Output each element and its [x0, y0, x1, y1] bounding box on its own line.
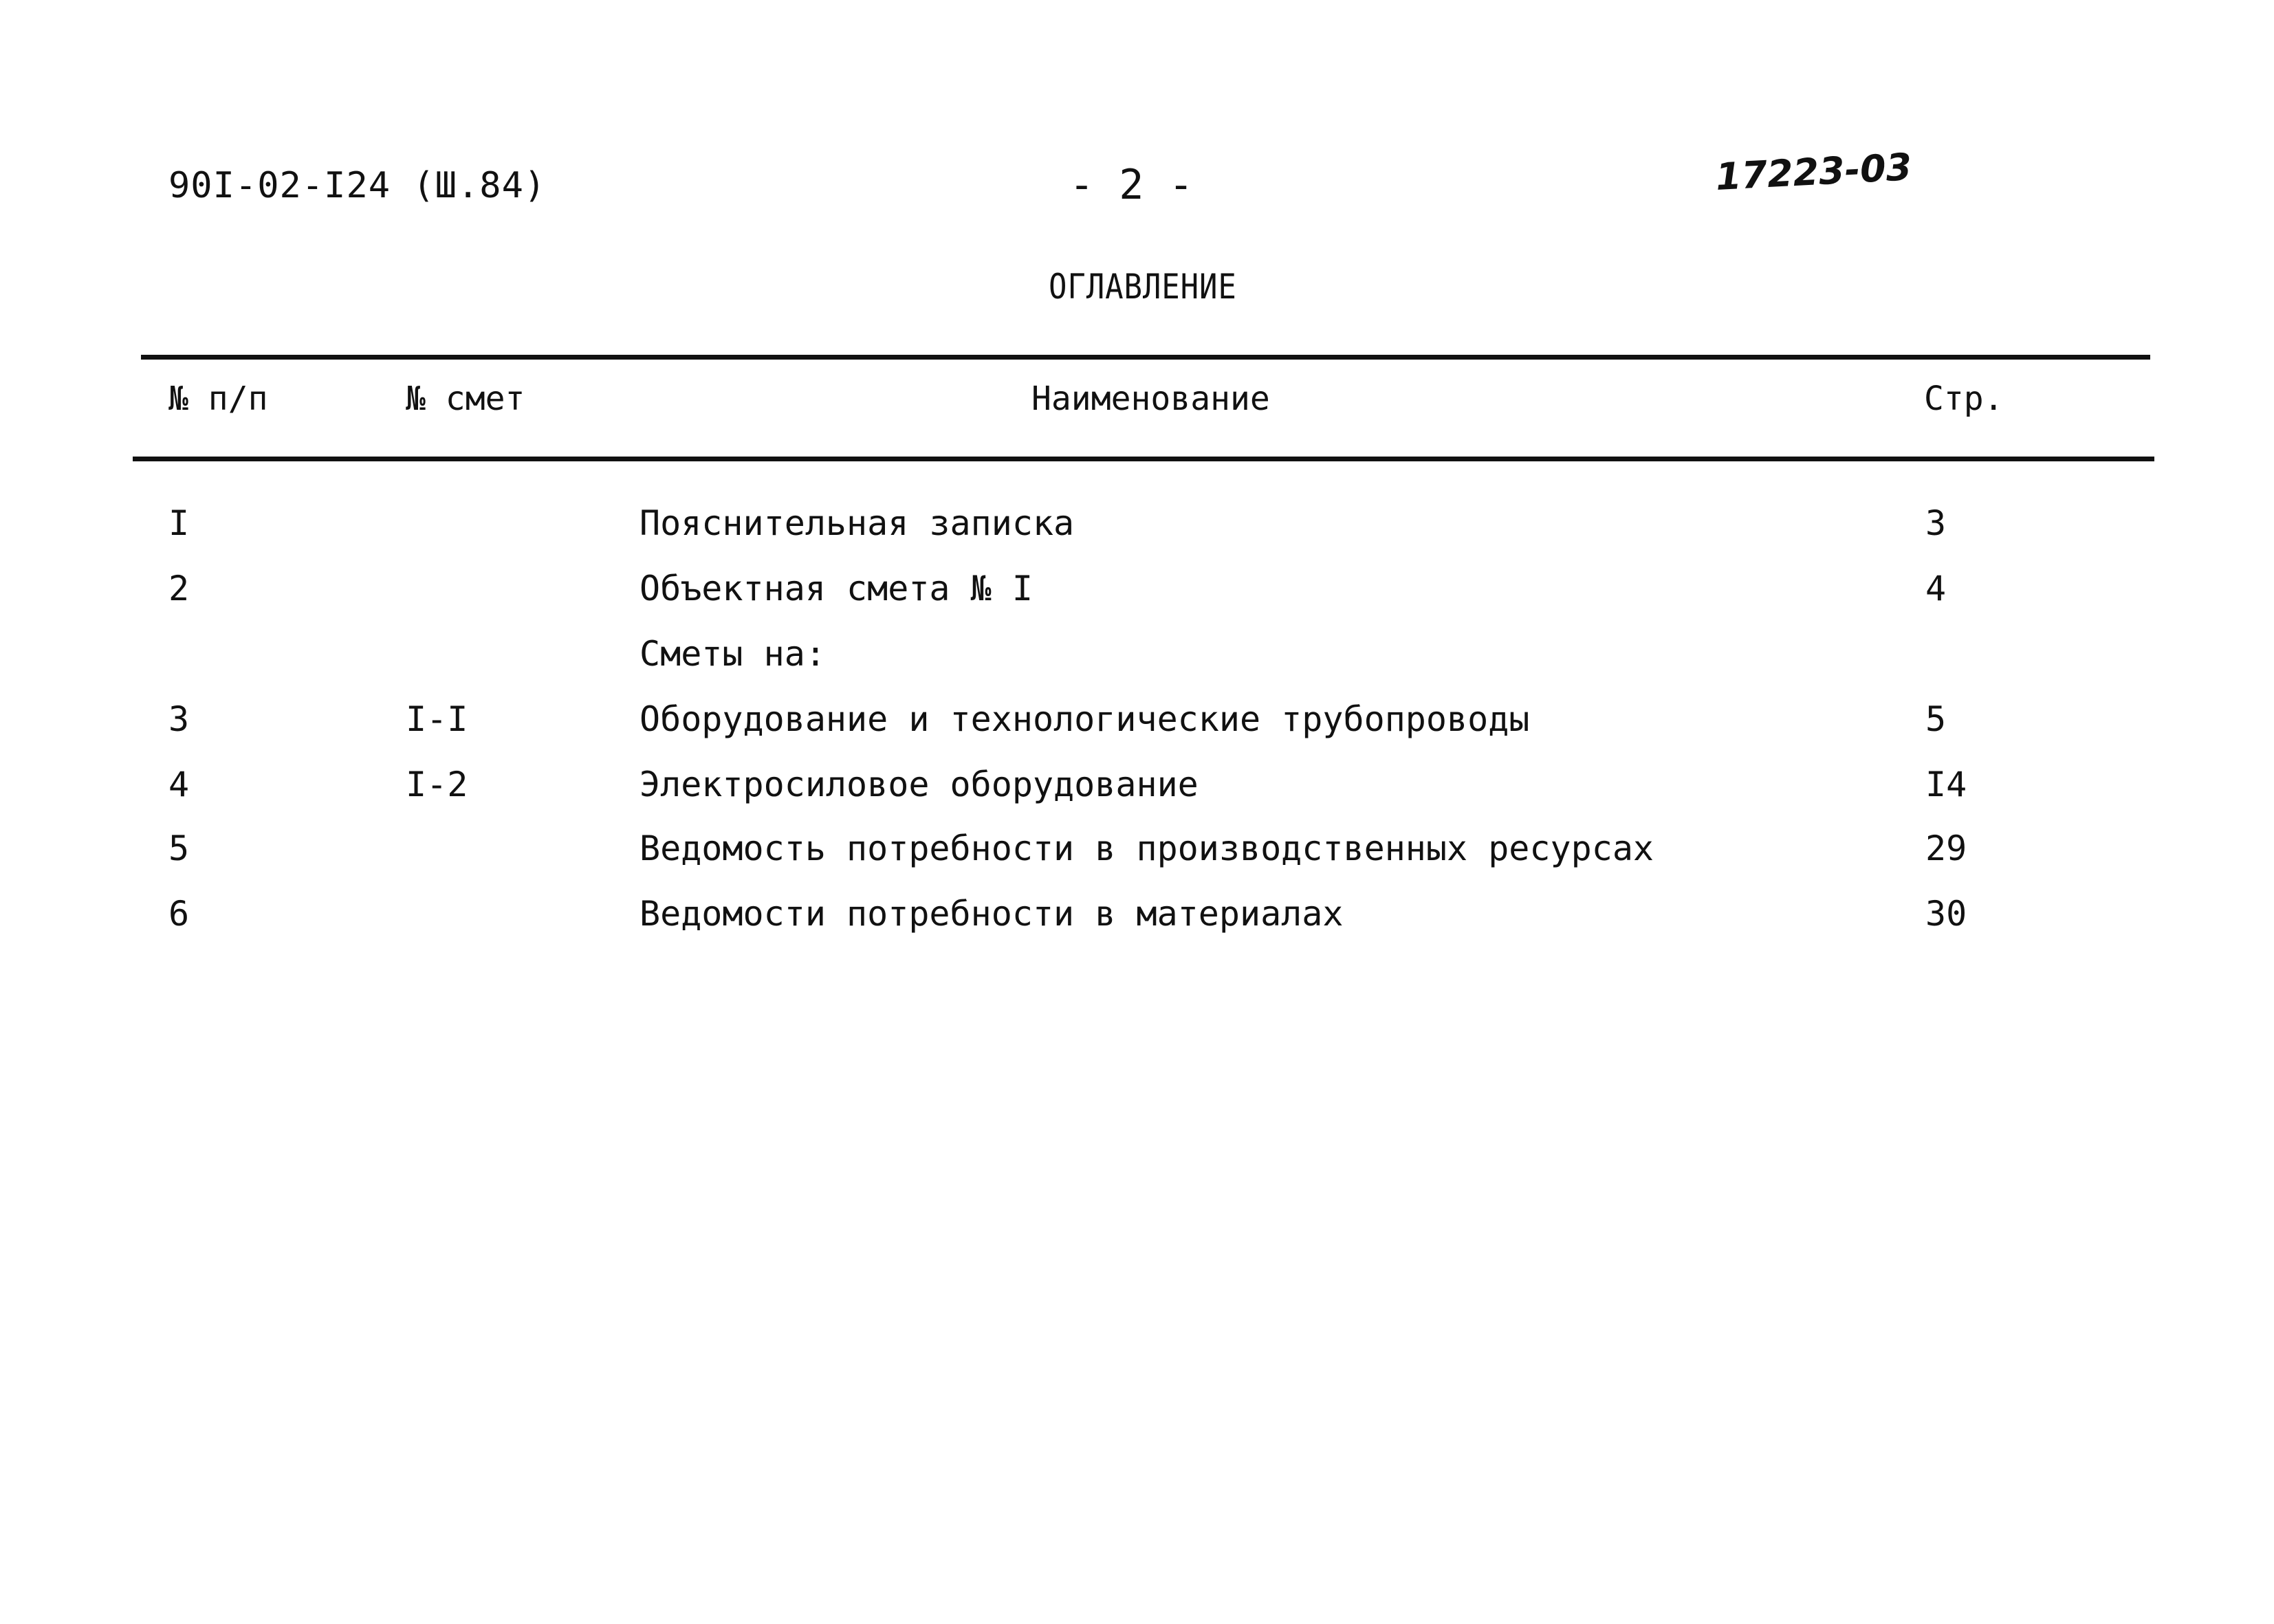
row-num: 4 — [168, 765, 190, 804]
row-name: Пояснительная записка — [639, 503, 1075, 543]
inventory-number: 17223-03 — [1714, 145, 1913, 199]
document-code: 90I-02-I24 (Ш.84) — [168, 165, 547, 206]
row-num: I — [168, 503, 190, 543]
row-name: Ведомости потребности в материалах — [639, 894, 1344, 934]
row-page: I4 — [1925, 765, 1967, 804]
row-name: Объектная смета № I — [639, 569, 1033, 608]
column-header-estimate: № смет — [406, 380, 525, 418]
row-name: Электросиловое оборудование — [639, 765, 1199, 804]
row-name: Оборудование и технологические трубопроводы — [639, 699, 1530, 739]
page-number: - 2 - — [1069, 161, 1194, 209]
row-name: Сметы на: — [639, 634, 826, 674]
column-header-num: № п/п — [168, 380, 268, 418]
row-num: 3 — [168, 699, 190, 739]
row-page: 5 — [1925, 699, 1947, 739]
column-header-name: Наименование — [1031, 380, 1270, 418]
row-estimate: I-I — [406, 699, 468, 739]
row-page: 3 — [1925, 503, 1947, 543]
row-page: 4 — [1925, 569, 1947, 608]
row-num: 6 — [168, 894, 190, 934]
toc-title: ОГЛАВЛЕНИЕ — [1049, 267, 1237, 307]
row-name: Ведомость потребности в производственных ресурсах — [639, 829, 1654, 868]
row-page: 29 — [1925, 829, 1967, 868]
row-num: 2 — [168, 569, 190, 608]
table-top-rule — [141, 355, 2150, 360]
row-estimate: I-2 — [406, 765, 468, 804]
row-num: 5 — [168, 829, 190, 868]
table-header-rule — [133, 457, 2154, 461]
row-page: 30 — [1925, 894, 1967, 934]
column-header-page: Стр. — [1924, 380, 2004, 418]
